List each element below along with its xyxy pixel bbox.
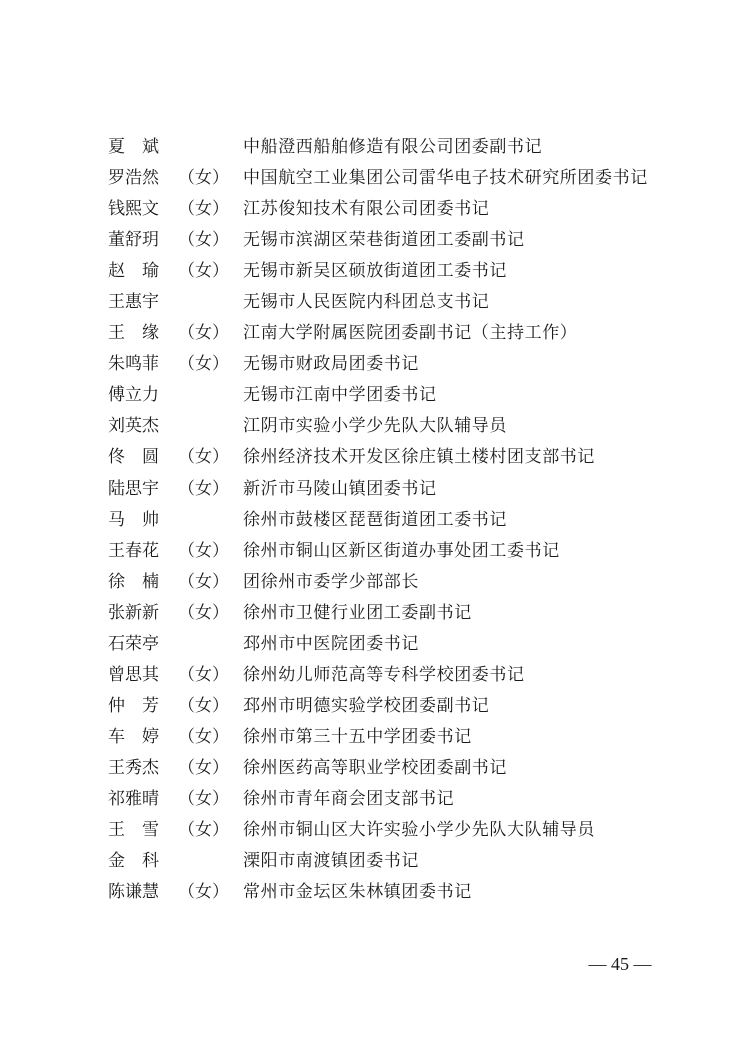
person-title: 徐州市第三十五中学团委书记: [243, 726, 472, 747]
list-item: [0, 505, 750, 536]
list-item: [0, 380, 750, 411]
person-name: 石荣亭: [108, 633, 159, 654]
person-name: 张新新: [108, 602, 159, 623]
list-item: [0, 784, 750, 815]
person-name: 朱鸣菲: [108, 354, 159, 375]
list-item: [0, 225, 750, 256]
person-title: 徐州市青年商会团支部书记: [243, 788, 455, 809]
person-name: 罗浩然: [108, 168, 159, 189]
list-item: [0, 132, 750, 163]
person-title: 徐州市铜山区新区街道办事处团工委书记: [243, 540, 560, 561]
person-title: 溧阳市南渡镇团委书记: [243, 851, 419, 872]
list-item: [0, 598, 750, 629]
gender-tag: （女）: [178, 323, 229, 344]
person-name: 金 科: [108, 851, 159, 872]
gender-tag: （女）: [178, 695, 229, 716]
person-name: 马 帅: [108, 509, 159, 530]
person-title: 无锡市财政局团委书记: [243, 354, 419, 375]
person-title: 江南大学附属医院团委副书记（主持工作）: [243, 323, 578, 344]
list-item: [0, 660, 750, 691]
person-title: 徐州市卫健行业团工委副书记: [243, 602, 472, 623]
list-item: [0, 722, 750, 753]
list-item: [0, 287, 750, 318]
gender-tag: （女）: [178, 199, 229, 220]
person-name: 车 婷: [108, 726, 159, 747]
person-title: 徐州市鼓楼区琵琶街道团工委书记: [243, 509, 507, 530]
person-name: 祁雅晴: [108, 788, 159, 809]
person-title: 无锡市江南中学团委书记: [243, 385, 437, 406]
person-name: 陈谦慧: [108, 882, 159, 903]
person-title: 中船澄西船舶修造有限公司团委副书记: [243, 137, 543, 157]
person-name: 钱熙文: [108, 199, 159, 220]
gender-tag: （女）: [178, 571, 229, 592]
list-item: [0, 536, 750, 567]
person-name: 陆思宇: [108, 478, 159, 499]
person-title: 徐州经济技术开发区徐庄镇土楼村团支部书记: [243, 447, 595, 468]
person-title: 新沂市马陵山镇团委书记: [243, 478, 437, 499]
gender-tag: （女）: [178, 726, 229, 747]
person-title: 江苏俊知技术有限公司团委书记: [243, 199, 490, 220]
person-name: 王秀杰: [108, 757, 159, 778]
gender-tag: （女）: [178, 354, 229, 375]
person-name: 王 雪: [108, 820, 159, 841]
person-title: 徐州医药高等职业学校团委副书记: [243, 757, 507, 778]
list-item: [0, 442, 750, 473]
person-title: 无锡市人民医院内科团总支书记: [243, 292, 490, 313]
person-name: 王春花: [108, 540, 159, 561]
list-item: [0, 846, 750, 877]
list-item: [0, 691, 750, 722]
list-item: [0, 194, 750, 225]
gender-tag: （女）: [178, 757, 229, 778]
gender-tag: （女）: [178, 168, 229, 189]
list-item: [0, 474, 750, 505]
gender-tag: （女）: [178, 882, 229, 903]
gender-tag: （女）: [178, 820, 229, 841]
gender-tag: （女）: [178, 788, 229, 809]
person-name: 董舒玥: [108, 230, 159, 251]
list-item: [0, 629, 750, 660]
person-title: 常州市金坛区朱林镇团委书记: [243, 882, 472, 903]
person-title: 徐州市铜山区大许实验小学少先队大队辅导员: [243, 820, 595, 841]
person-title: 徐州幼儿师范高等专科学校团委书记: [243, 664, 525, 685]
list-item: [0, 753, 750, 784]
gender-tag: （女）: [178, 540, 229, 561]
honoree-list: [0, 132, 750, 908]
person-title: 邳州市中医院团委书记: [243, 633, 419, 654]
gender-tag: （女）: [178, 478, 229, 499]
gender-tag: （女）: [178, 664, 229, 685]
gender-tag: （女）: [178, 447, 229, 468]
person-name: 王惠宇: [108, 292, 159, 313]
person-name: 赵 瑜: [108, 261, 159, 282]
person-name: 佟 圆: [108, 447, 159, 468]
person-title: 中国航空工业集团公司雷华电子技术研究所团委书记: [243, 168, 648, 189]
person-name: 仲 芳: [108, 695, 159, 716]
list-item: [0, 411, 750, 442]
page-number: — 45 —: [588, 954, 652, 974]
person-name: 傅立力: [108, 385, 159, 406]
person-title: 邳州市明德实验学校团委副书记: [243, 695, 490, 716]
person-name: 徐 楠: [108, 571, 159, 592]
list-item: [0, 318, 750, 349]
list-item: [0, 567, 750, 598]
person-name: 夏 斌: [108, 137, 159, 157]
list-item: [0, 877, 750, 908]
list-item: [0, 256, 750, 287]
person-name: 王 缘: [108, 323, 159, 344]
list-item: [0, 349, 750, 380]
person-name: 曾思其: [108, 664, 159, 685]
list-item: [0, 815, 750, 846]
person-title: 无锡市滨湖区荣巷街道团工委副书记: [243, 230, 525, 251]
list-item: [0, 163, 750, 194]
person-title: 无锡市新吴区硕放街道团工委书记: [243, 261, 507, 282]
person-title: 江阴市实验小学少先队大队辅导员: [243, 416, 507, 437]
person-name: 刘英杰: [108, 416, 159, 437]
gender-tag: （女）: [178, 261, 229, 282]
person-title: 团徐州市委学少部部长: [243, 571, 419, 592]
gender-tag: （女）: [178, 602, 229, 623]
gender-tag: （女）: [178, 230, 229, 251]
